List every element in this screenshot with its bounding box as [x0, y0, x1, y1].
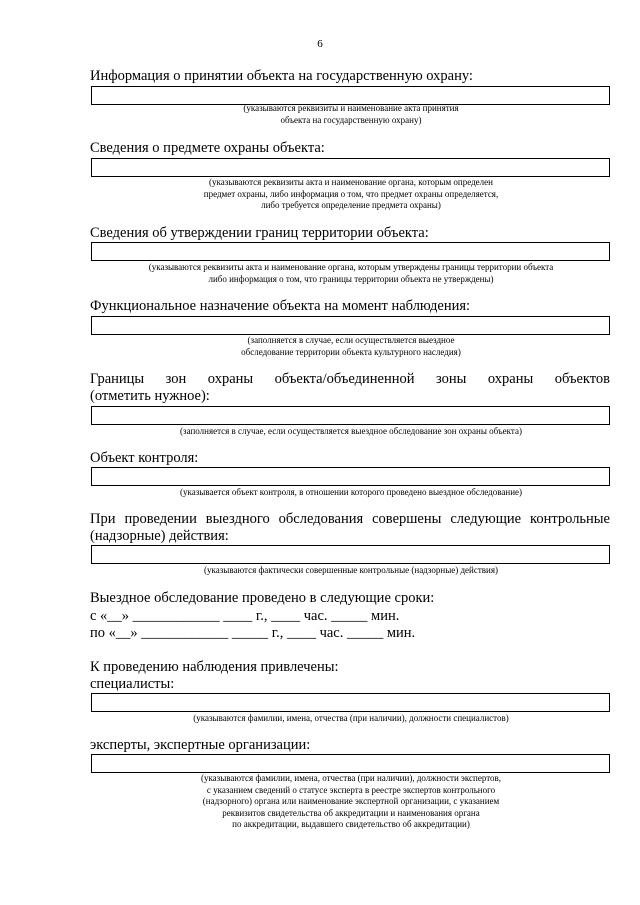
specialists-note: (указываются фамилии, имена, отчества (при наличии), должности специалистов)	[193, 713, 509, 723]
purpose-input[interactable]	[91, 316, 610, 335]
specialists-input[interactable]	[91, 693, 610, 712]
page-number: 6	[317, 38, 323, 50]
specialists-label: специалисты:	[90, 676, 175, 692]
zones-note: (заполняется в случае, если осуществляется выездное обследование зон охраны объекта)	[180, 426, 522, 436]
actions-heading: При проведении выездного обследования совершены следующие контрольные	[90, 511, 610, 527]
actions-heading-cont: (надзорные) действия:	[90, 528, 229, 544]
dates-heading: Выездное обследование проведено в следующие сроки:	[90, 590, 435, 606]
borders-approval-note: (указываются реквизиты акта и наименование органа, которым утверждены границы территории объекта либо информация о том, что границы территории объекта не утверждены)	[148, 262, 554, 284]
control-object-heading: Объект контроля:	[90, 450, 199, 466]
control-object-input[interactable]	[91, 467, 610, 486]
purpose-note: (заполняется в случае, если осуществляется выездное обследование территории объекта культурного наследия)	[241, 335, 461, 357]
subject-heading: Сведения о предмете охраны объекта:	[90, 140, 325, 156]
purpose-heading: Функциональное назначение объекта на момент наблюдения:	[90, 298, 471, 314]
borders-approval-input[interactable]	[91, 242, 610, 261]
dates-to: по «__» ____________ _____ г., ____ час. _____ мин.	[90, 625, 416, 641]
experts-label: эксперты, экспертные организации:	[90, 737, 311, 753]
zones-heading-cont: (отметить нужное):	[90, 388, 210, 404]
control-object-note: (указывается объект контроля, в отношении которого проведено выездное обследование)	[179, 487, 523, 497]
actions-note: (указываются фактически совершенные контрольные (надзорные) действия)	[203, 565, 499, 575]
experts-input[interactable]	[91, 754, 610, 773]
protection-note: (указываются реквизиты и наименование акта принятия объекта на государственную охрану)	[243, 103, 459, 125]
experts-note: (указываются фамилии, имена, отчества (при наличии), должности экспертов, с указанием сведений о статусе эксперта в реестре экспертов контрольного (надзорного) органа или наименование экспертной организации, с указанием реквизитов свидетельства об аккредитации и наименования органа по аккредитации, выдавшего свидетельство об аккредитации)	[200, 773, 502, 829]
dates-from: с «__» ____________ ____ г., ____ час. _____ мин.	[90, 608, 400, 624]
subject-input[interactable]	[91, 158, 610, 177]
zones-heading: Границы зон охраны объекта/объединенной зоны охраны объектов	[90, 371, 610, 387]
subject-note: (указываются реквизиты акта и наименование органа, которым определен предмет охраны, либо информация о том, что предмет охраны определяется, либо требуется определение предмета охраны)	[203, 177, 499, 210]
actions-input[interactable]	[91, 545, 610, 564]
involved-heading: К проведению наблюдения привлечены:	[90, 659, 339, 675]
protection-heading: Информация о принятии объекта на государственную охрану:	[90, 68, 473, 84]
borders-approval-heading: Сведения об утверждении границ территории объекта:	[90, 225, 429, 241]
zones-input[interactable]	[91, 406, 610, 425]
